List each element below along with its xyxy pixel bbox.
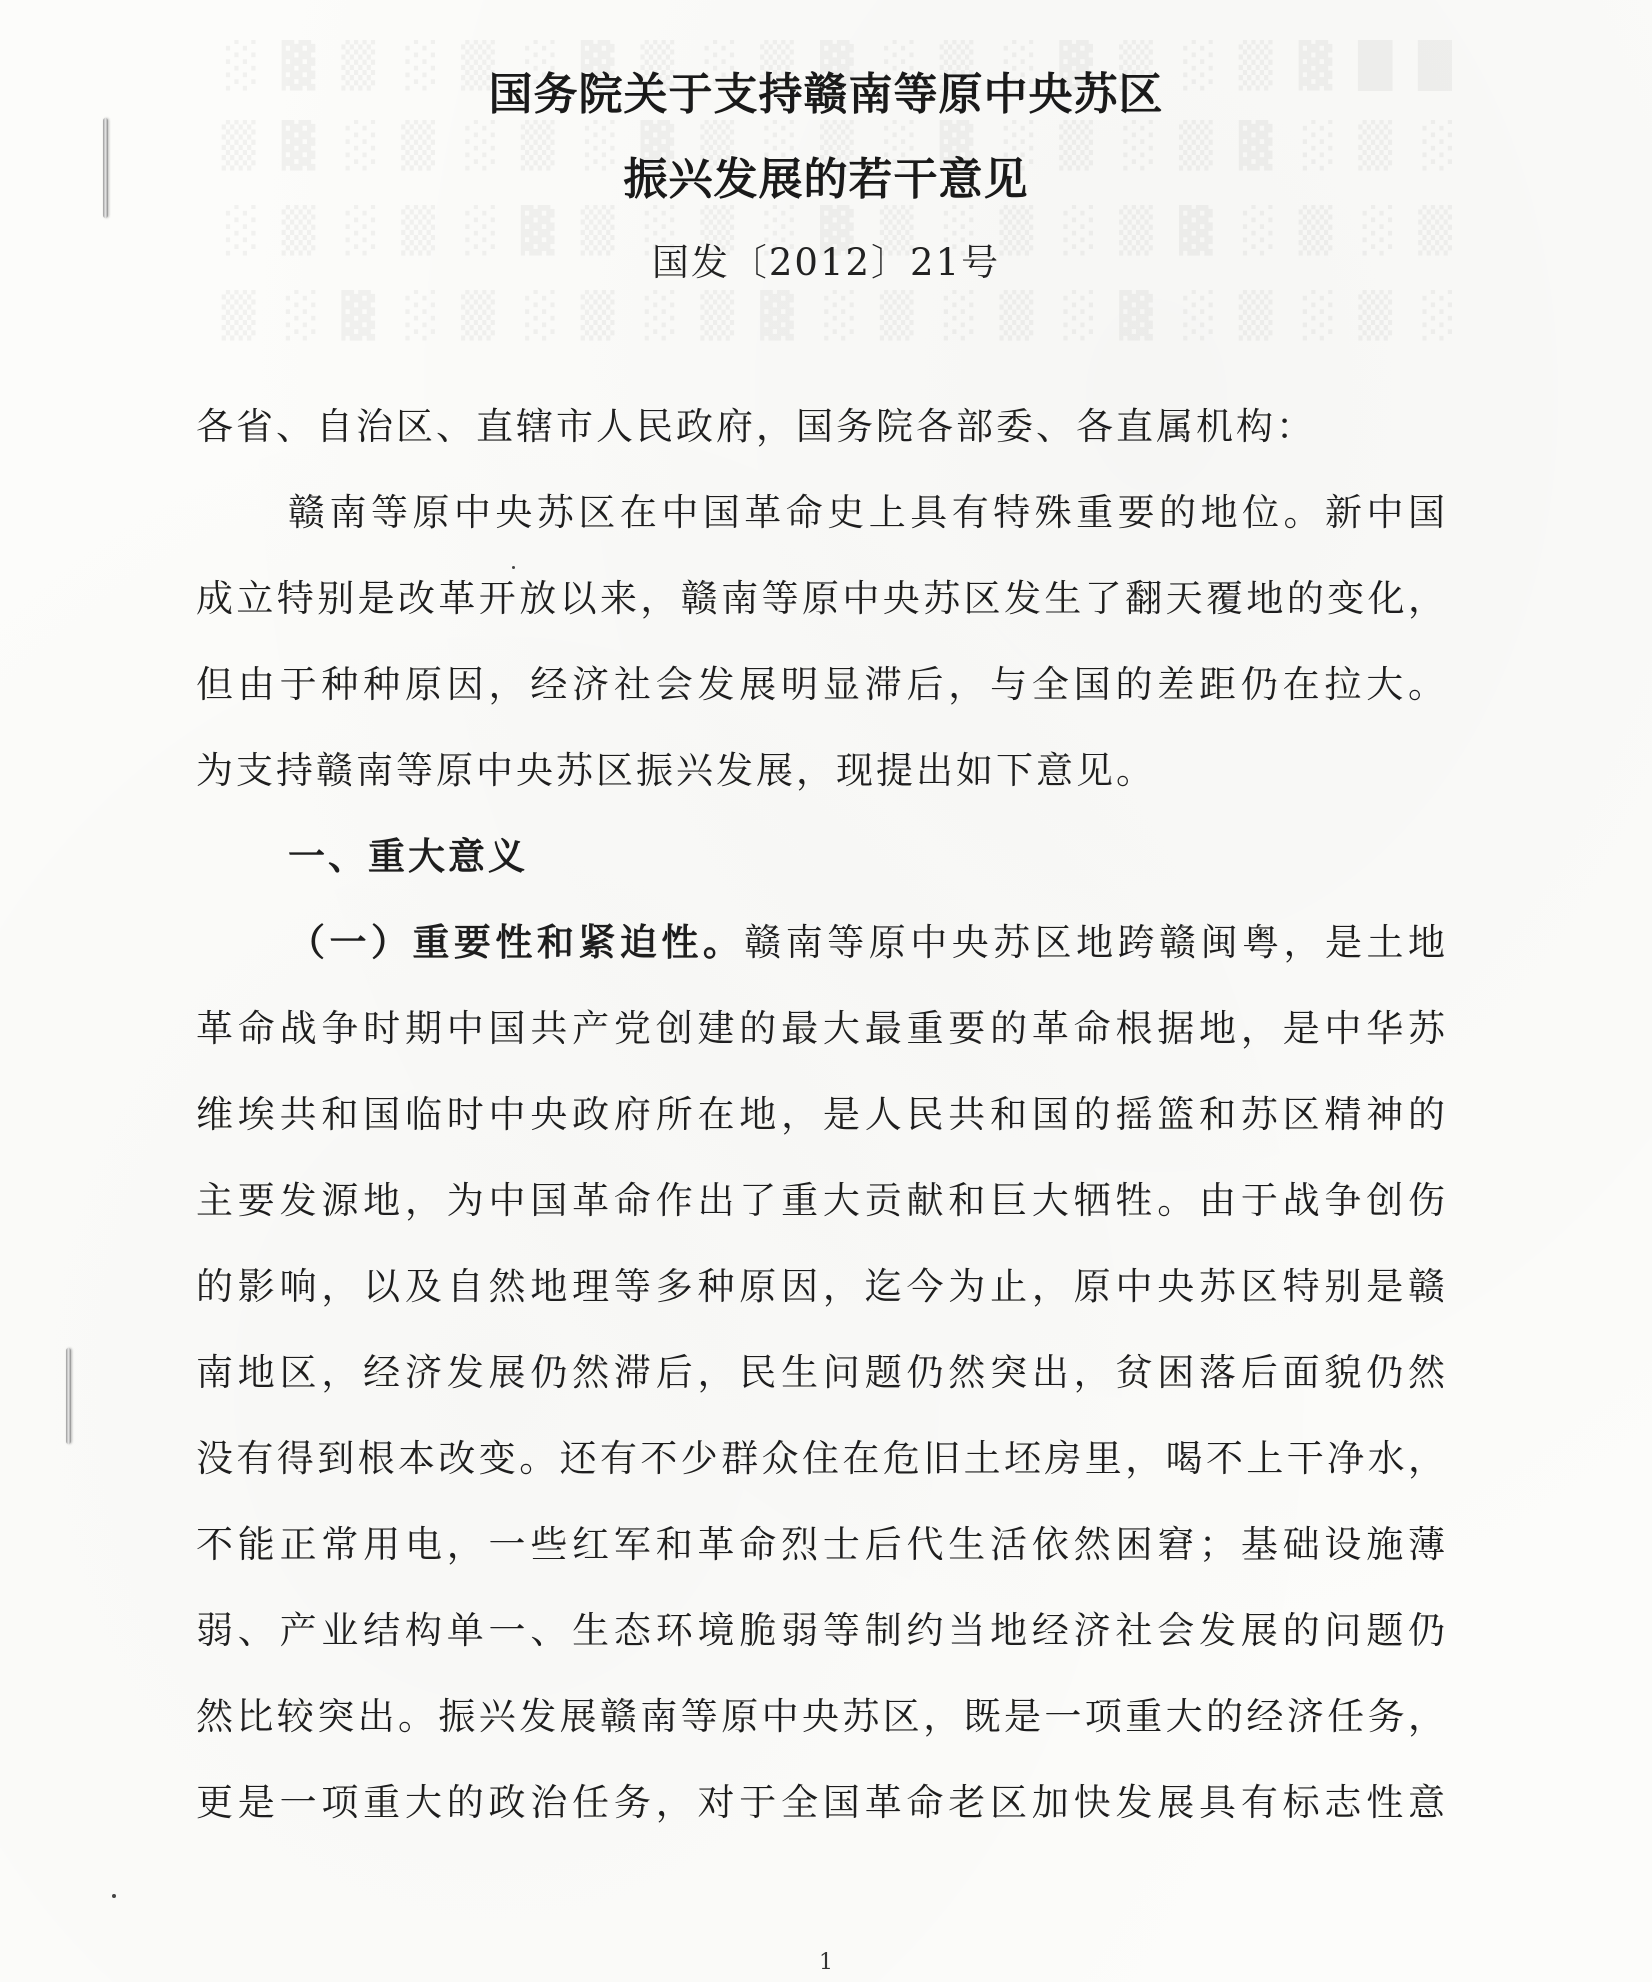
page-number: 1: [819, 1950, 833, 1975]
document-number: 国发〔2012〕21号: [651, 241, 1001, 284]
scan-speck: [512, 566, 515, 569]
document-body: [196, 384, 1448, 1846]
paragraph-line: 更是一项重大的政治任务，对于全国革命老区加快发展具有标志性意: [196, 1781, 1448, 1824]
paragraph-line: 不能正常用电，一些红军和革命烈士后代生活依然困窘；基础设施薄: [196, 1523, 1448, 1566]
subsection-heading: （一）重要性和紧迫性。: [288, 921, 745, 964]
section-heading: 一、重大意义: [288, 835, 528, 878]
staple-bottom: [66, 1348, 71, 1444]
paragraph-line: 的影响，以及自然地理等多种原因，迄今为止，原中央苏区特别是赣: [196, 1265, 1448, 1308]
paragraph-line: 主要发源地，为中国革命作出了重大贡献和巨大牺牲。由于战争创伤: [196, 1179, 1448, 1222]
paragraph-line: 然比较突出。振兴发展赣南等原中央苏区，既是一项重大的经济任务，: [196, 1695, 1448, 1738]
paragraph-line: 南地区，经济发展仍然滞后，民生问题仍然突出，贫困落后面貌仍然: [196, 1351, 1448, 1394]
paragraph-line: 没有得到根本改变。还有不少群众住在危旧土坯房里，喝不上干净水，: [196, 1437, 1448, 1480]
bleed-through-texture: [160, 290, 1452, 341]
scan-speck: [112, 1894, 116, 1898]
intro-line: 成立特别是改革开放以来，赣南等原中央苏区发生了翻天覆地的变化，: [196, 577, 1448, 620]
paragraph-line: 弱、产业结构单一、生态环境脆弱等制约当地经济社会发展的问题仍: [196, 1609, 1448, 1652]
intro-line: 但由于种种原因，经济社会发展明显滞后，与全国的差距仍在拉大。: [196, 663, 1448, 706]
paragraph-line: 维埃共和国临时中央政府所在地，是人民共和国的摇篮和苏区精神的: [196, 1093, 1448, 1136]
document-title-line1: 国务院关于支持赣南等原中央苏区: [488, 69, 1164, 120]
salutation: 各省、自治区、直辖市人民政府，国务院各部委、各直属机构：: [196, 405, 1316, 448]
paragraph-line: 革命战争时期中国共产党创建的最大最重要的革命根据地，是中华苏: [196, 1007, 1448, 1050]
intro-line: 赣南等原中央苏区在中国革命史上具有特殊重要的地位。新中国: [288, 491, 1448, 534]
document-title-line2: 振兴发展的若干意见: [623, 154, 1029, 205]
subsection-first-line: [196, 900, 1448, 986]
subsection-first-line-text: 赣南等原中央苏区地跨赣闽粤，是土地: [744, 921, 1448, 964]
intro-line: 为支持赣南等原中央苏区振兴发展，现提出如下意见。: [196, 749, 1156, 792]
